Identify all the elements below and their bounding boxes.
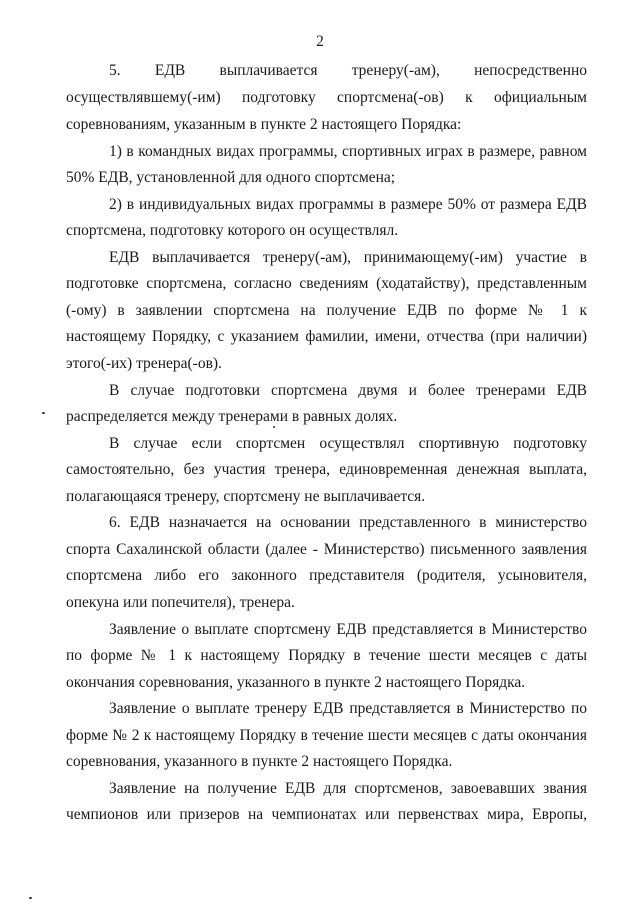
- text-line: спорта Сахалинской области (далее - Министерство) письменного заявления: [66, 541, 587, 558]
- scan-speck: [29, 897, 32, 899]
- text-line: Заявление на получение ЕДВ для спортсменов, завоевавших звания: [109, 780, 587, 797]
- text-line: этого(-их) тренера(-ов).: [66, 355, 222, 372]
- text-line: соревнованиям, указанным в пункте 2 настоящего Порядка:: [66, 116, 462, 133]
- text-line: Заявление о выплате спортсмену ЕДВ представляется в Министерство: [109, 621, 587, 638]
- text-line: чемпионов или призеров на чемпионатах или первенствах мира, Европы,: [66, 806, 587, 823]
- text-line: окончания соревнования, указанного в пункте 2 настоящего Порядка.: [66, 674, 526, 691]
- text-line: форме № 2 к настоящему Порядку в течение шести месяцев с даты окончания: [66, 727, 587, 744]
- text-line: осуществлявшему(-им) подготовку спортсмена(-ов) к официальным: [66, 89, 587, 106]
- text-line: подготовке спортсмена, согласно сведениям (ходатайству), представленным: [66, 275, 587, 292]
- scan-speck: [273, 426, 275, 428]
- text-line: по форме № 1 к настоящему Порядку в течение шести месяцев с даты: [66, 647, 587, 664]
- text-line: 5. ЕДВ выплачивается тренеру(-ам), непосредственно: [109, 62, 587, 79]
- text-line: В случае подготовки спортсмена двумя и более тренерами ЕДВ: [109, 382, 587, 399]
- text-line: (-ому) в заявлении спортсмена на получение ЕДВ по форме № 1 к: [66, 302, 587, 319]
- text-line: 1) в командных видах программы, спортивных играх в размере, равном: [109, 143, 587, 160]
- text-line: 50% ЕДВ, установленной для одного спортсмена;: [66, 169, 396, 186]
- text-line: ЕДВ выплачивается тренеру(-ам), принимающему(-им) участие в: [109, 249, 587, 266]
- text-line: опекуна или попечителя), тренера.: [66, 594, 295, 611]
- text-line: 6. ЕДВ назначается на основании представленного в министерство: [109, 514, 587, 531]
- scan-speck: [42, 412, 45, 414]
- text-line: самостоятельно, без участия тренера, единовременная денежная выплата,: [66, 461, 587, 478]
- text-line: соревнования, указанного в пункте 2 настоящего Порядка.: [66, 753, 453, 770]
- text-line: настоящему Порядку, с указанием фамилии, имени, отчества (при наличии): [66, 328, 587, 345]
- text-line: Заявление о выплате тренеру ЕДВ представляется в Министерство по: [109, 700, 587, 717]
- text-line: спортсмена либо его законного представителя (родителя, усыновителя,: [66, 567, 587, 584]
- page-number: 2: [316, 33, 324, 50]
- text-line: спортсмена, подготовку которого он осуществлял.: [66, 222, 399, 239]
- text-line: 2) в индивидуальных видах программы в размере 50% от размера ЕДВ: [109, 196, 587, 213]
- text-line: полагающаяся тренеру, спортсмену не выплачивается.: [66, 488, 426, 505]
- text-line: В случае если спортсмен осуществлял спортивную подготовку: [109, 435, 587, 452]
- text-line: распределяется между тренерами в равных долях.: [66, 408, 398, 425]
